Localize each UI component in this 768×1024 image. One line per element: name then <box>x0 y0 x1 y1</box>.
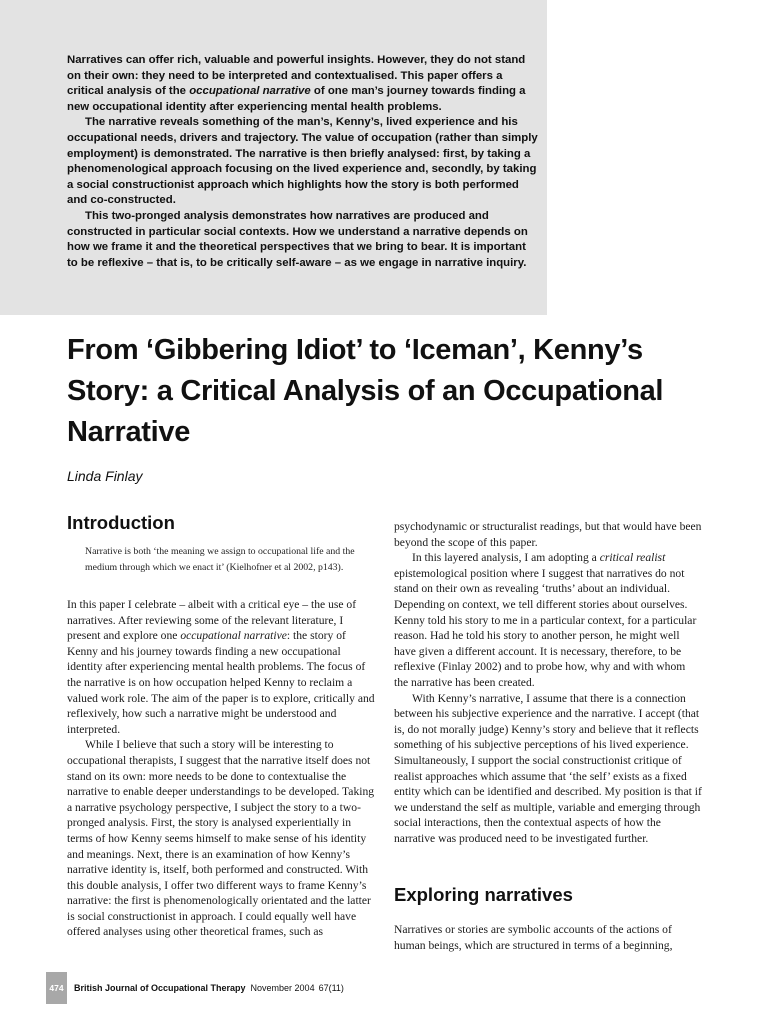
volume-issue: 67(11) <box>318 983 344 993</box>
left-column <box>67 597 375 940</box>
exploring-narratives-heading: Exploring narratives <box>394 884 573 905</box>
intro-paragraph-3: In this layered analysis, I am adopting a critical realist epistemological position where I suggest that narratives do not stand on their own as revealing ‘truths’ about an individual. Depending on context, we tell different stories about ourselves. Kenny told his story to me in a particular context, for a particular reason. Had he told his story to another person, he might well have given a different account. It is necessary, therefore, to be reflexive (Finlay 2002) and to probe how, why and with whom the narrative has been created. <box>394 551 697 689</box>
author-name: Linda Finlay <box>67 468 143 484</box>
abstract-paragraph-2: The narrative reveals something of the man’s, Kenny’s, lived experience and his occupational needs, drivers and trajectory. The value of occupation (rather than simply employment) is demonstrated. The narrative is then briefly analysed: first, by taking a phenomenological approach focusing on the lived experience and, secondly, by taking a social constructionist approach which highlights how the story is both performed and co-constructed. <box>67 116 538 207</box>
issue-date: November 2004 <box>250 983 315 993</box>
intro-paragraph-2-continued: psychodynamic or structuralist readings, but that would have been beyond the scope of this paper. <box>394 520 702 549</box>
intro-paragraph-2: While I believe that such a story will be interesting to occupational therapists, I suggest that the narrative itself does not stand on its own: more needs to be done to contextualise the narrative to enable deeper understandings to be developed. Taking a narrative psychology perspective, I subject the story to a two-pronged analysis. First, the story is analysed experientially in terms of how Kenny seems himself to make sense of his identity and meanings. Next, there is an examination of how Kenny’s narrative identity is, itself, both performed and constructed. With this double analysis, I offer two different ways to frame Kenny’s narrative: the first is phenomenologically orientated and the latter is social constructionist in approach. I could equally well have offered analyses using other theoretical frames, such as <box>67 738 375 939</box>
intro-paragraph-4: With Kenny’s narrative, I assume that there is a connection between his subjective experience and the narrative. I accept (that is, do not morally judge) Kenny’s story and believe that it reflects something of his subjective perceptions of his lived experience. Simultaneously, I support the social constructionist critique of realist approaches which assume that ‘the self’ exists as a fixed entity which can be identified and described. My position is that if we understand the self as multiple, variable and emerging through social interactions, then the contextual aspects of how the narrative was produced need to be investigated further. <box>394 691 702 845</box>
journal-name: British Journal of Occupational Therapy <box>74 983 246 993</box>
intro-paragraph-1: In this paper I celebrate – albeit with a critical eye – the use of narratives. After reviewing some of the relevant literature, I present and explore one occupational narrative: the story of Kenny and his journey towards finding a new occupational identity after experiencing mental health problems. The focus of the narrative is on how occupation helped Kenny to reclaim a valued work role. The aim of the paper is to explore, critically and reflexively, how such a narrative might be understood and interpreted. <box>67 598 375 736</box>
exploring-paragraph-1: Narratives or stories are symbolic accounts of the actions of human beings, which are structured in terms of a beginning, <box>394 923 673 952</box>
epigraph-quote: Narrative is both ‘the meaning we assign to occupational life and the medium through which we enact it’ (Kielhofner et al 2002, p143). <box>85 546 355 573</box>
abstract-paragraph-1: Narratives can offer rich, valuable and powerful insights. However, they do not stand on their own: they need to be interpreted and contextualised. This paper offers a critical analysis of the occupational narrative of one man’s journey towards finding a new occupational identity after experiencing mental health problems. <box>67 54 526 113</box>
introduction-heading: Introduction <box>67 512 175 533</box>
right-column <box>394 519 702 846</box>
page-number: 474 <box>46 972 67 1004</box>
page-footer <box>46 972 344 1004</box>
exploring-section <box>394 922 702 953</box>
article-title: From ‘Gibbering Idiot’ to ‘Iceman’, Kenny’s Story: a Critical Analysis of an Occupational Narrative <box>67 334 664 448</box>
abstract <box>67 53 539 271</box>
abstract-paragraph-3: This two-pronged analysis demonstrates how narratives are produced and constructed in particular social contexts. How we understand a narrative depends on how we frame it and the theoretical perspectives that we bring to bear. It is important to be reflexive – that is, to be critically self-aware – as we engage in narrative inquiry. <box>67 209 528 269</box>
